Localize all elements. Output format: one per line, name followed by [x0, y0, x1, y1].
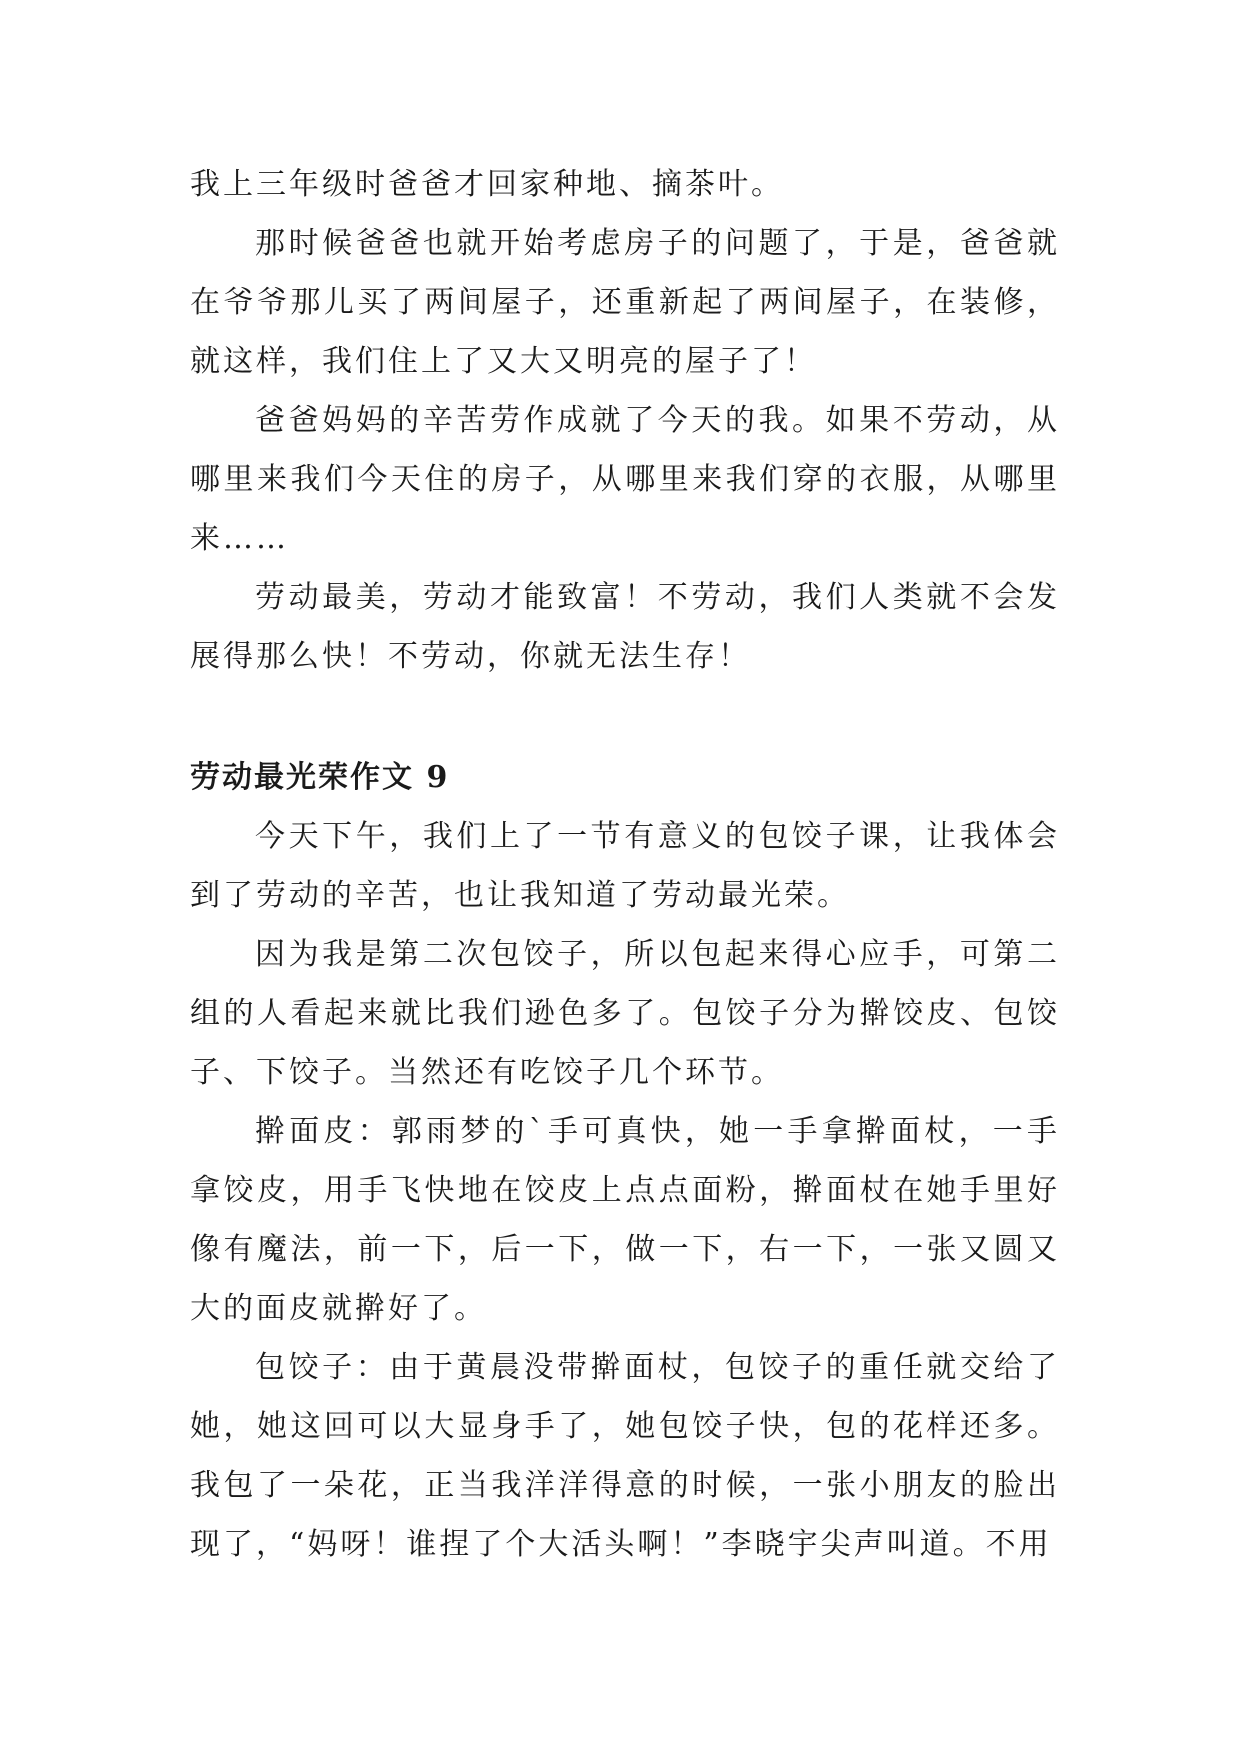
paragraph-dumpling-class: 今天下午，我们上了一节有意义的包饺子课，让我体会到了劳动的辛苦，也让我知道了劳动最光荣。	[190, 819, 1060, 913]
paragraph-second-time: 因为我是第二次包饺子，所以包起来得心应手，可第二组的人看起来就比我们逊色多了。包饺子分为擀饺皮、包饺子、下饺子。当然还有吃饺子几个环节。	[190, 937, 1060, 1090]
paragraph-rolling-dough: 擀面皮：郭雨梦的`手可真快，她一手拿擀面杖，一手拿饺皮，用手飞快地在饺皮上点点面粉，擀面杖在她手里好像有魔法，前一下，后一下，做一下，右一下，一张又圆又大的面皮就擀好了。	[190, 1114, 1060, 1326]
paragraph-wrapping: 包饺子：由于黄晨没带擀面杖，包饺子的重任就交给了她，她这回可以大显身手了，她包饺子快，包的花样还多。我包了一朵花，正当我洋洋得意的时候，一张小朋友的脸出现了，“妈呀！谁捏了个大活头啊！”李晓宇尖声叫道。不用	[190, 1350, 1060, 1562]
document-body	[190, 155, 1060, 1574]
paragraph-labor-beautiful: 劳动最美，劳动才能致富！不劳动，我们人类就不会发展得那么快！不劳动，你就无法生存！	[190, 580, 1060, 674]
paragraph-continuation: 我上三年级时爸爸才回家种地、摘茶叶。	[190, 167, 784, 202]
section-title: 劳动最光荣作文 9	[190, 760, 450, 795]
section-gap	[190, 686, 1060, 748]
paragraph-house: 那时候爸爸也就开始考虑房子的问题了，于是，爸爸就在爷爷那儿买了两间屋子，还重新起了两间屋子，在装修，就这样，我们住上了又大又明亮的屋子了！	[190, 226, 1060, 379]
paragraph-parents-labor: 爸爸妈妈的辛苦劳作成就了今天的我。如果不劳动，从哪里来我们今天住的房子，从哪里来我们穿的衣服，从哪里来……	[190, 403, 1060, 556]
